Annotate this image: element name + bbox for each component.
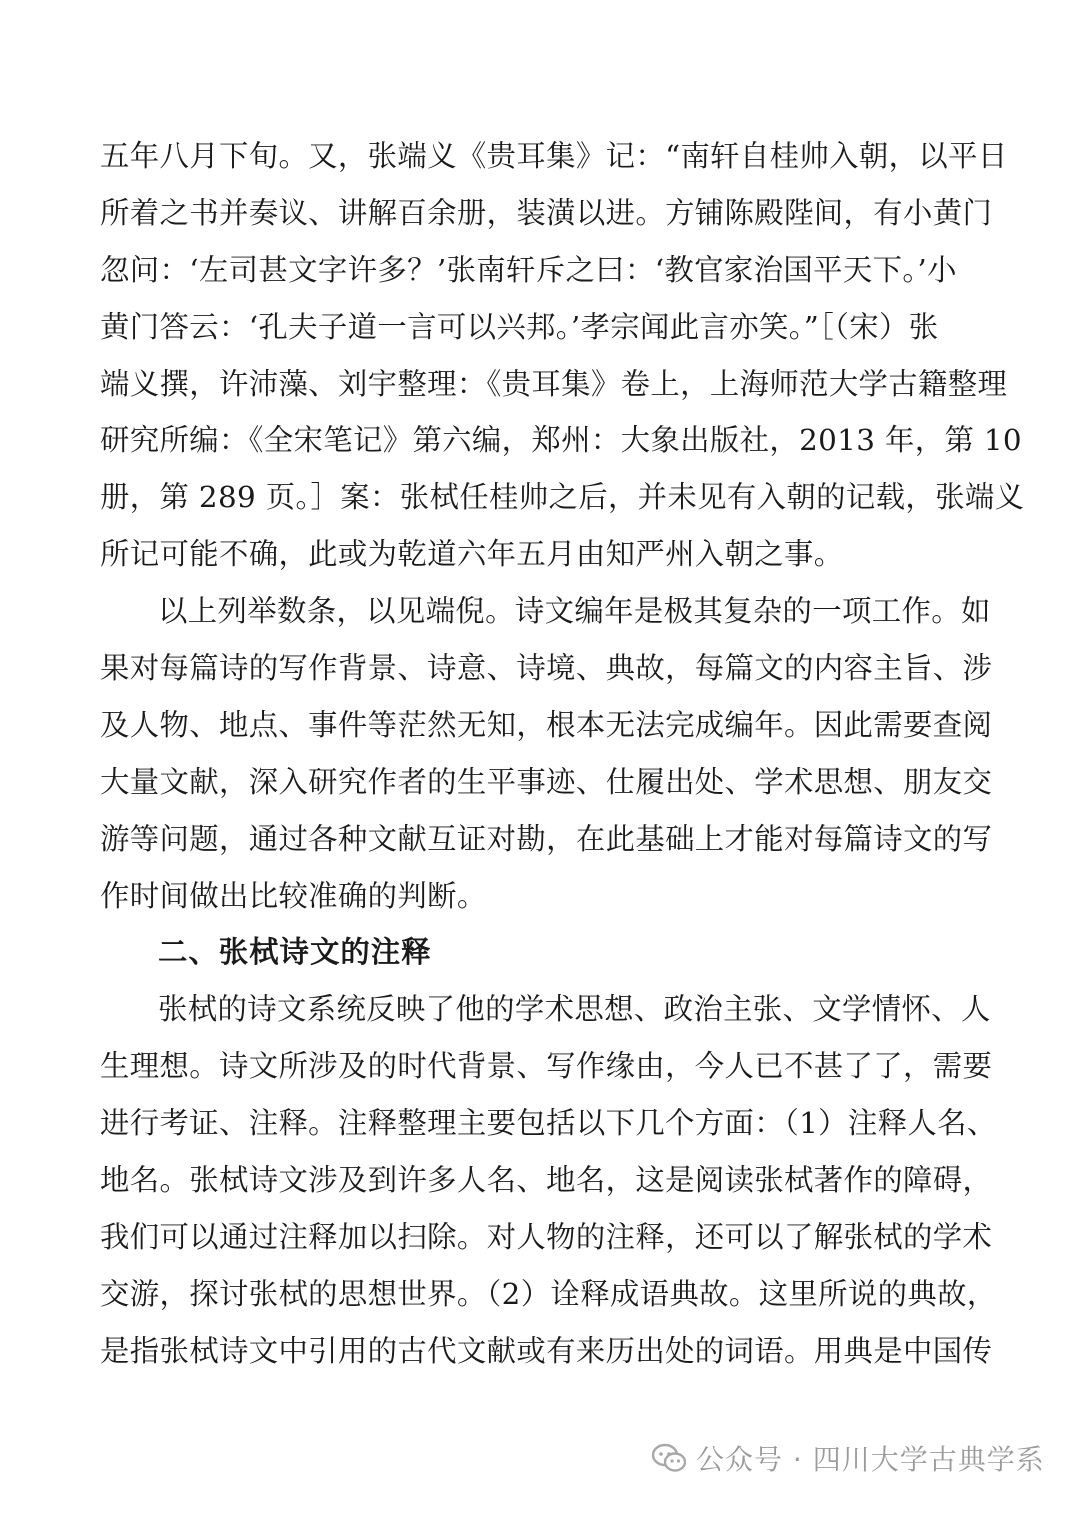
text-line: 所着之书并奏议、讲解百余册，装潢以进。方铺陈殿陛间，有小黄门: [100, 195, 993, 230]
text-line: 生理想。诗文所涉及的时代背景、写作缘由，今人已不甚了了，需要: [100, 1049, 993, 1084]
text-line: 忽问：‘左司甚文字许多？’张南轩斥之曰：‘教官家治国平天下。’小: [100, 252, 957, 287]
paragraph-3: [100, 981, 997, 1379]
text-line: 游等问题，通过各种文献互证对勘，在此基础上才能对每篇诗文的写: [100, 821, 993, 856]
text-line: 端义撰，许沛藻、刘宇整理：《贵耳集》卷上，上海师范大学古籍整理: [100, 366, 1008, 401]
text-line: 大量文献，深入研究作者的生平事迹、仕履出处、学术思想、朋友交: [100, 764, 993, 799]
text-line: 我们可以通过注释加以扫除。对人物的注释，还可以了解张栻的学术: [100, 1219, 993, 1254]
text-line: 所记可能不确，此或为乾道六年五月由知严州入朝之事。: [100, 537, 844, 572]
account-watermark: [652, 1436, 1045, 1480]
text-line: 研究所编：《全宋笔记》第六编，郑州：大象出版社，2013 年，第 10: [100, 423, 1022, 458]
text-line: 黄门答云：‘孔夫子道一言可以兴邦。’孝宗闻此言亦笑。”［（宋）张: [100, 309, 939, 344]
text-line: 册，第 289 页。］案：张栻任桂帅之后，并未见有入朝的记载，张端义: [100, 480, 1025, 515]
paragraph-1: [100, 128, 1025, 583]
text-line: 进行考证、注释。注释整理主要包括以下几个方面：（1）注释人名、: [100, 1106, 997, 1141]
document-page: [100, 128, 1025, 1380]
paragraph-2: [100, 583, 993, 924]
text-line: 张栻的诗文系统反映了他的学术思想、政治主张、文学情怀、人: [158, 992, 991, 1027]
text-line: 以上列举数条，以见端倪。诗文编年是极其复杂的一项工作。如: [158, 594, 991, 629]
text-line: 及人物、地点、事件等茫然无知，根本无法完成编年。因此需要查阅: [100, 707, 993, 742]
text-line: 作时间做出比较准确的判断。: [100, 878, 487, 913]
text-line: 果对每篇诗的写作背景、诗意、诗境、典故，每篇文的内容主旨、涉: [100, 651, 993, 686]
wechat-icon: [652, 1443, 686, 1473]
section-heading: 二、张栻诗文的注释: [158, 935, 432, 970]
text-line: 五年八月下旬。又，张端义《贵耳集》记：“南轩自桂帅入朝，以平日: [100, 139, 1008, 173]
text-line: 是指张栻诗文中引用的古代文献或有来历出处的词语。用典是中国传: [100, 1333, 993, 1368]
text-line: 地名。张栻诗文涉及到许多人名、地名，这是阅读张栻著作的障碍，: [100, 1163, 993, 1198]
watermark-text: 公众号 · 四川大学古典学系: [696, 1443, 1045, 1476]
text-line: 交游，探讨张栻的思想世界。（2）诠释成语典故。这里所说的典故，: [100, 1276, 997, 1311]
